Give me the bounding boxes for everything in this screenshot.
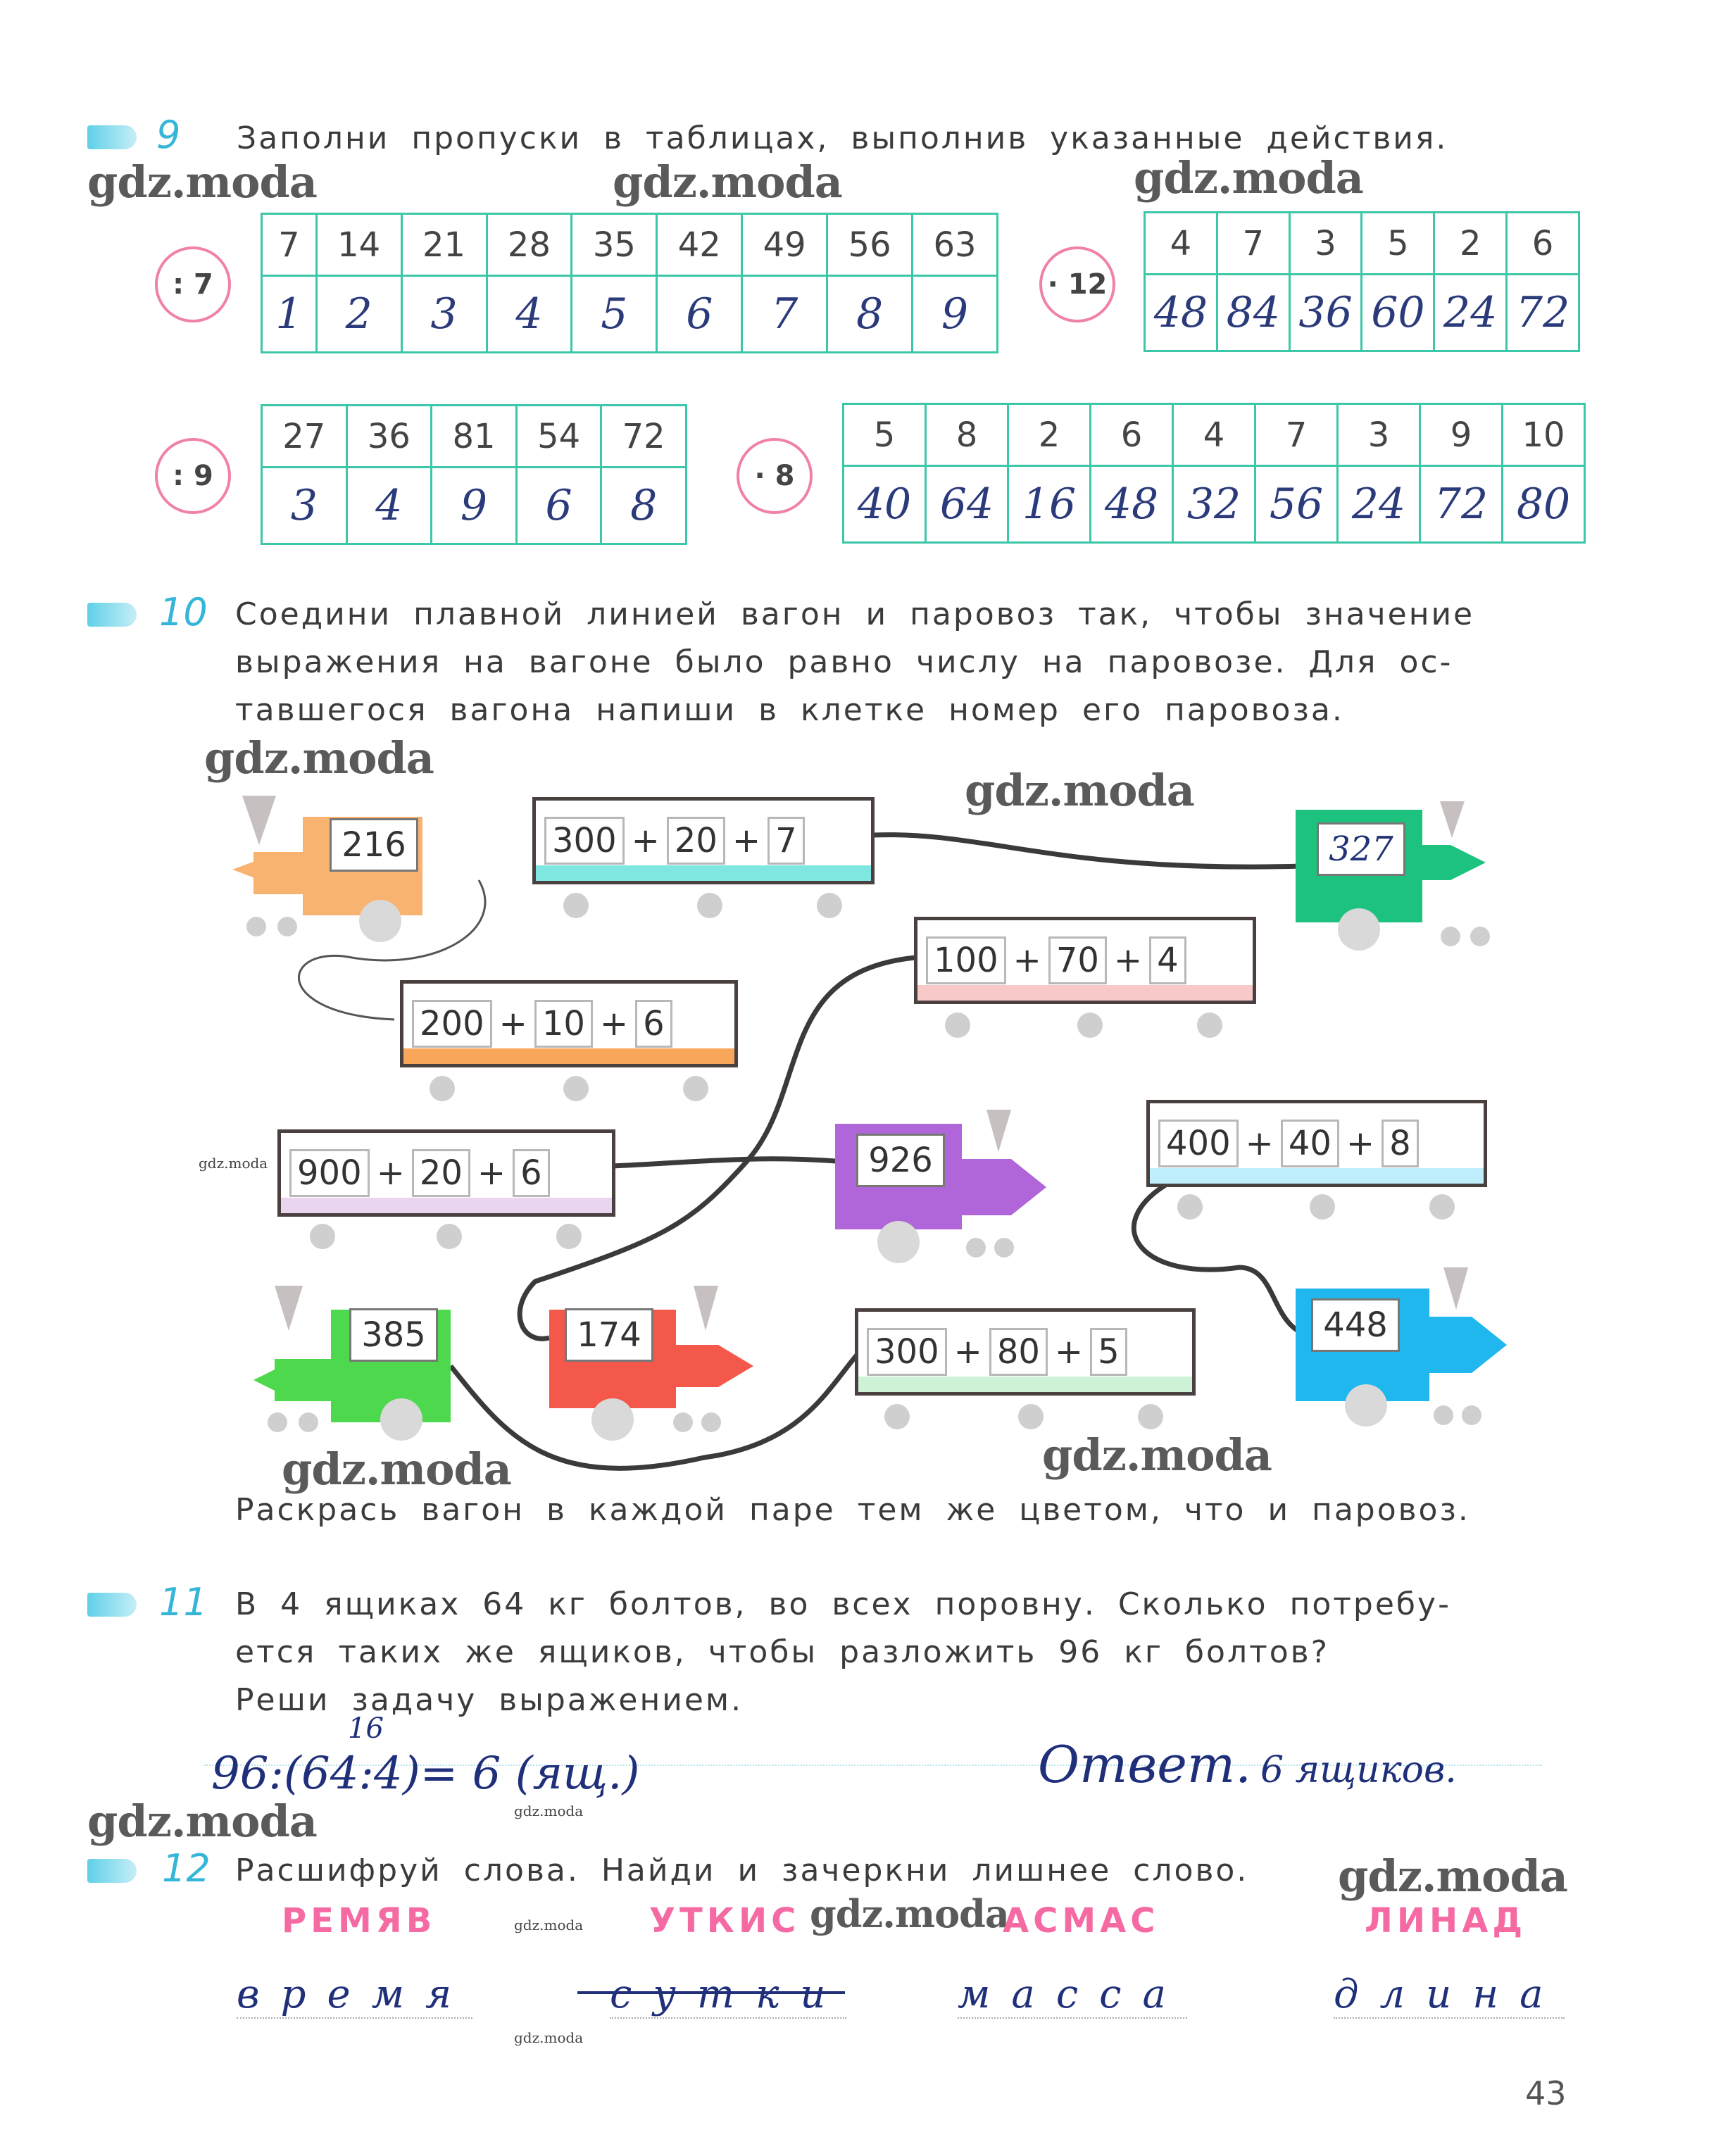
watermark: gdz.moda xyxy=(1338,1850,1567,1902)
answer-cell[interactable]: 7 xyxy=(742,276,827,353)
table-cell: 3 xyxy=(1289,213,1362,275)
table-cell: 4 xyxy=(1173,404,1255,466)
wagon xyxy=(1146,1100,1487,1187)
locomotive-number: 448 xyxy=(1311,1298,1400,1352)
wagon xyxy=(914,917,1256,1004)
connect-line xyxy=(873,835,1303,867)
operation-circle: : 9 xyxy=(155,438,231,514)
task10-footer: Раскрась вагон в каждой паре тем же цветом, что и паровоз. xyxy=(235,1492,1470,1528)
answer-cell[interactable]: 72 xyxy=(1507,275,1579,351)
table-cell: 4 xyxy=(1145,213,1217,275)
wagon-stripe xyxy=(858,1377,1192,1392)
wheel xyxy=(1138,1404,1163,1429)
cipher-word: ЛИНАД xyxy=(1365,1901,1527,1941)
watermark: gdz.moda xyxy=(204,732,434,784)
answer-cell[interactable]: 80 xyxy=(1503,466,1585,543)
wheel xyxy=(1077,1013,1103,1038)
answer-text[interactable]: 6 ящиков. xyxy=(1260,1749,1457,1791)
wheel xyxy=(683,1076,708,1101)
answer-cell[interactable]: 24 xyxy=(1338,466,1420,543)
wheel xyxy=(430,1076,455,1101)
wagon-term: 40 xyxy=(1281,1120,1339,1167)
watermark: gdz.moda xyxy=(199,1155,268,1172)
watermark: gdz.moda xyxy=(810,1891,1009,1936)
locomotive-174 xyxy=(542,1281,775,1450)
answer-cell[interactable]: 3 xyxy=(401,276,487,353)
table-cell: 14 xyxy=(316,214,401,276)
plus-sign: + xyxy=(1113,941,1143,980)
table-cell: 8 xyxy=(926,404,1008,466)
plus-sign: + xyxy=(1013,941,1041,980)
answer-cell[interactable]: 72 xyxy=(1420,466,1503,543)
table-cell: 27 xyxy=(262,406,347,468)
wagon-term: 6 xyxy=(513,1149,550,1197)
task10-line-2: выражения на вагоне было равно числу на паровозе. Для ос- xyxy=(235,644,1453,680)
watermark: gdz.moda xyxy=(965,765,1194,816)
wagon-term: 70 xyxy=(1048,936,1107,984)
operation-circle: : 7 xyxy=(155,246,231,322)
answer-cell[interactable]: 2 xyxy=(316,276,401,353)
table-cell: 7 xyxy=(262,214,317,276)
answer-cell[interactable]: 4 xyxy=(487,276,572,353)
answer-cell[interactable]: 1 xyxy=(262,276,317,353)
task11-line-2: ется таких же ящиков, чтобы разложить 96 кг болтов? xyxy=(235,1634,1329,1670)
table-cell: 5 xyxy=(1362,213,1434,275)
wagon-term: 6 xyxy=(635,1000,672,1048)
table-cell: 35 xyxy=(572,214,657,276)
locomotive-number: 174 xyxy=(565,1308,653,1362)
locomotive-385 xyxy=(232,1281,465,1450)
answer-cell[interactable]: 32 xyxy=(1173,466,1255,543)
wheel xyxy=(1429,1194,1455,1220)
table-cell: 21 xyxy=(401,214,487,276)
locomotive-number: 385 xyxy=(349,1308,438,1362)
wagon-term: 5 xyxy=(1090,1328,1127,1376)
decoded-word-crossed[interactable]: сутки xyxy=(610,1972,847,2017)
answer-label: Ответ. xyxy=(1038,1735,1251,1794)
wagon-term: 300 xyxy=(867,1328,947,1376)
watermark: gdz.moda xyxy=(514,2029,584,2046)
table-cell: 36 xyxy=(346,406,432,468)
answer-cell[interactable]: 6 xyxy=(516,468,601,544)
watermark: gdz.moda xyxy=(1042,1429,1272,1481)
plus-sign: + xyxy=(599,1004,629,1043)
wagon xyxy=(532,797,875,884)
answer-cell[interactable]: 16 xyxy=(1008,466,1091,543)
strike-line xyxy=(577,1991,845,1994)
plus-sign: + xyxy=(631,821,660,860)
table-cell: 2 xyxy=(1434,213,1507,275)
cipher-word: РЕМЯВ xyxy=(282,1901,437,1941)
wagon-term: 400 xyxy=(1158,1120,1239,1167)
answer-cell[interactable]: 56 xyxy=(1255,466,1338,543)
wheel xyxy=(310,1224,335,1249)
wagon-term: 100 xyxy=(926,936,1006,984)
wheel xyxy=(437,1224,462,1249)
locomotive-327 xyxy=(1296,796,1521,958)
answer-cell[interactable]: 8 xyxy=(827,276,913,353)
table-cell: 7 xyxy=(1217,213,1289,275)
wagon-term: 200 xyxy=(412,1000,492,1048)
wagon xyxy=(855,1308,1196,1396)
decoded-word[interactable]: время xyxy=(237,1972,473,2017)
task-number-11: 11 xyxy=(159,1580,208,1624)
answer-cell[interactable]: 48 xyxy=(1091,466,1173,543)
table-cell: 3 xyxy=(1338,404,1420,466)
wheel xyxy=(1018,1404,1044,1429)
plus-sign: + xyxy=(477,1153,506,1193)
hint-number: 16 xyxy=(348,1712,384,1745)
plus-sign: + xyxy=(953,1332,982,1372)
wagon-stripe xyxy=(281,1198,612,1213)
wagon-stripe xyxy=(403,1048,734,1064)
locomotive-number: 216 xyxy=(330,818,418,872)
table-cell: 28 xyxy=(487,214,572,276)
task-marker xyxy=(87,1593,137,1617)
table-cell: 6 xyxy=(1091,404,1173,466)
watermark: gdz.moda xyxy=(514,1803,584,1819)
table-cell: 10 xyxy=(1503,404,1585,466)
table-cell: 56 xyxy=(827,214,913,276)
decoded-word[interactable]: масса xyxy=(958,1972,1187,2017)
answer-cell[interactable]: 36 xyxy=(1289,275,1362,351)
plus-sign: + xyxy=(499,1004,527,1043)
wagon-term: 10 xyxy=(534,1000,593,1048)
task11-line-1: В 4 ящиках 64 кг болтов, во всех поровну. Сколько потребу- xyxy=(235,1586,1451,1622)
answer-cell[interactable]: 48 xyxy=(1145,275,1217,351)
wagon-term: 900 xyxy=(289,1149,370,1197)
answer-cell[interactable]: 5 xyxy=(572,276,657,353)
cipher-word: УТКИС xyxy=(649,1901,801,1941)
solution-expression[interactable]: 96:(64:4)= 6 (ящ.) xyxy=(211,1748,640,1800)
task9-text: Заполни пропуски в таблицах, выполнив указанные действия. xyxy=(237,120,1448,156)
wheel xyxy=(563,893,589,918)
page-number: 43 xyxy=(1525,2074,1567,2112)
table-cell: 7 xyxy=(1255,404,1338,466)
table-cell: 81 xyxy=(432,406,517,468)
wagon xyxy=(277,1129,615,1217)
wagon-term: 80 xyxy=(989,1328,1048,1376)
wheel xyxy=(1177,1194,1203,1220)
wagon-term: 4 xyxy=(1149,936,1186,984)
wheel xyxy=(1197,1013,1222,1038)
answer-cell[interactable]: 3 xyxy=(262,468,347,544)
table-cell: 2 xyxy=(1008,404,1091,466)
wagon-stripe xyxy=(917,985,1253,1001)
watermark: gdz.moda xyxy=(87,1795,317,1847)
wagon-term: 20 xyxy=(412,1149,470,1197)
answer-cell[interactable]: 9 xyxy=(432,468,517,544)
locomotive-448 xyxy=(1296,1267,1528,1436)
operation-circle: · 12 xyxy=(1039,246,1115,322)
wagon-term: 20 xyxy=(667,817,725,865)
answer-cell[interactable]: 4 xyxy=(346,468,432,544)
wagon-stripe xyxy=(536,865,871,881)
locomotive-number: 327 xyxy=(1317,822,1405,876)
plus-sign: + xyxy=(1245,1124,1274,1163)
watermark: gdz.moda xyxy=(1134,152,1363,203)
table-cell: 42 xyxy=(657,214,742,276)
table-cell: 6 xyxy=(1507,213,1579,275)
table-cell: 54 xyxy=(516,406,601,468)
task11-line-3: Реши задачу выражением. xyxy=(235,1682,744,1718)
wheel xyxy=(884,1404,910,1429)
answer-cell[interactable]: 84 xyxy=(1217,275,1289,351)
wagon-term: 8 xyxy=(1381,1120,1419,1167)
cipher-word: АСМАС xyxy=(1003,1901,1160,1941)
table-cell: 49 xyxy=(742,214,827,276)
table-cell: 9 xyxy=(1420,404,1503,466)
answer-cell[interactable]: 40 xyxy=(844,466,926,543)
answer-cell[interactable]: 9 xyxy=(913,276,998,353)
answer-cell[interactable]: 8 xyxy=(601,468,687,544)
locomotive-number: 926 xyxy=(856,1134,945,1187)
wagon-stripe xyxy=(1150,1168,1484,1184)
table-cell: 72 xyxy=(601,406,687,468)
task-number-10: 10 xyxy=(159,590,208,634)
wheel xyxy=(945,1013,970,1038)
task-number-12: 12 xyxy=(162,1846,211,1891)
answer-cell[interactable]: 24 xyxy=(1434,275,1507,351)
watermark: gdz.moda xyxy=(613,156,842,208)
task10-line-1: Соедини плавной линией вагон и паровоз так, чтобы значение xyxy=(235,596,1475,632)
task-number-9: 9 xyxy=(156,113,181,157)
plus-sign: + xyxy=(732,821,761,860)
watermark: gdz.moda xyxy=(514,1917,584,1933)
wheel xyxy=(817,893,842,918)
table-cell: 5 xyxy=(844,404,926,466)
decoded-word[interactable]: длина xyxy=(1334,1972,1565,2017)
wheel xyxy=(563,1076,589,1101)
plus-sign: + xyxy=(376,1153,405,1193)
wagon-term: 300 xyxy=(544,817,625,865)
answer-cell[interactable]: 6 xyxy=(657,276,742,353)
wagon-term: 7 xyxy=(767,817,805,865)
wheel xyxy=(697,893,722,918)
watermark: gdz.moda xyxy=(87,156,317,208)
wheel xyxy=(556,1224,582,1249)
task-marker xyxy=(87,1859,137,1883)
connect-line xyxy=(613,1159,845,1166)
wagon xyxy=(400,980,738,1067)
task12-text: Расшифруй слова. Найди и зачеркни лишнее слово. xyxy=(235,1853,1249,1888)
table-cell: 63 xyxy=(913,214,998,276)
operation-circle: · 8 xyxy=(737,438,813,514)
watermark: gdz.moda xyxy=(282,1443,511,1495)
answer-cell[interactable]: 64 xyxy=(926,466,1008,543)
task10-line-3: тавшегося вагона напиши в клетке номер его паровоза. xyxy=(235,692,1344,728)
plus-sign: + xyxy=(1054,1332,1084,1372)
answer-cell[interactable]: 60 xyxy=(1362,275,1434,351)
plus-sign: + xyxy=(1346,1124,1375,1163)
wheel xyxy=(1310,1194,1335,1220)
